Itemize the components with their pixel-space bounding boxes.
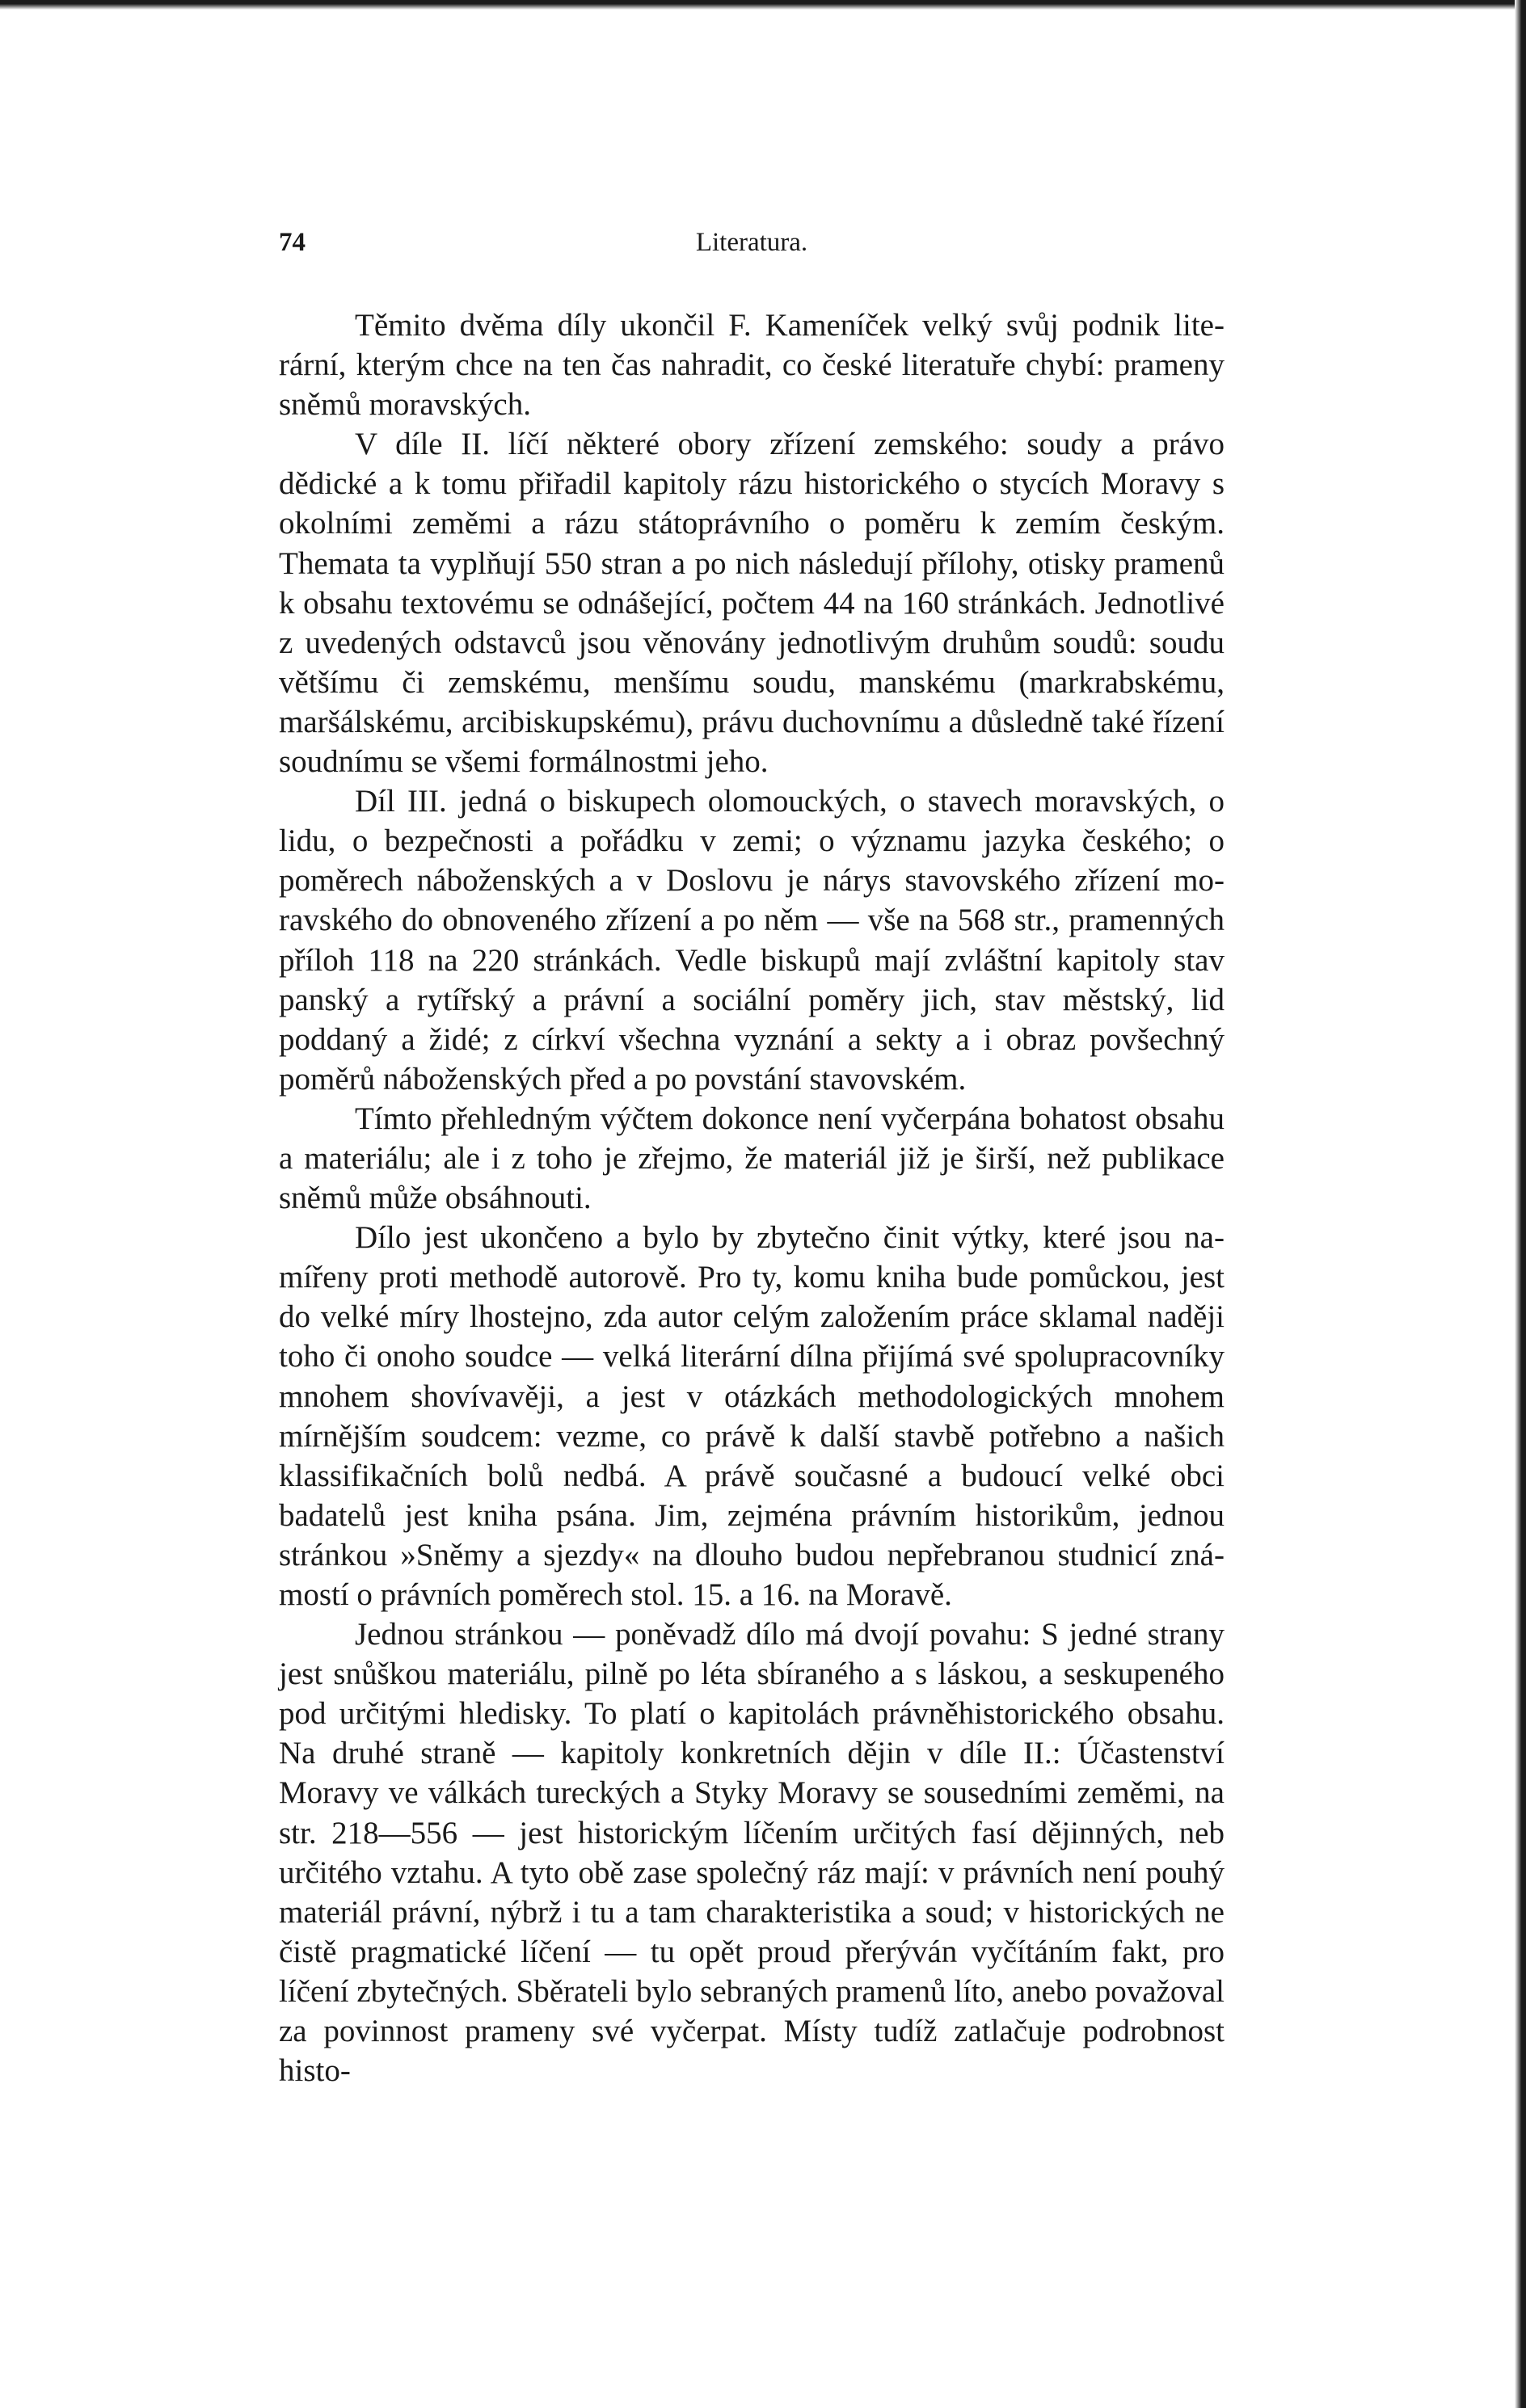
body-text	[279, 305, 1225, 2090]
paragraph-1: Těmito dvěma díly ukončil F. Kameníček velký svůj podnik literární, kterým chce na ten čas nahradit, co české literatuře chybí: prameny sněmů moravských.	[279, 308, 1225, 423]
paragraph-3: Díl III. jedná o biskupech olomouckých, o stavech moravských, o lidu, o bezpečnosti a pořádku v zemi; o významu jazyka českého; o poměrech náboženských a v Doslovu je nárys stavovského zřízení moravského do obnoveného zřízení a po něm — vše na 568 str., pramenných příloh 118 na 220 stránkách. Vedle biskupů mají zvláštní kapitoly stav panský a rytířský a právní a sociální poměry jich, stav městský, lid poddaný a židé; z církví všechna vyznání a sekty a i obraz povšechný poměrů náboženských před a po povstání stavovském.	[279, 784, 1225, 1097]
page-header	[279, 223, 1225, 263]
paragraph-5: Dílo jest ukončeno a bylo by zbytečno činit výtky, které jsou namířeny proti methodě autorově. Pro ty, komu kniha bude pomůckou, jest do velké míry lhostejno, zda autor celým založením práce sklamal naději toho či onoho soudce — velká literární dílna přijímá své spolupracovníky mnohem shovívavěji, a jest v otázkách methodologických mnohem mírnějším soudcem: vezme, co právě k další stavbě potřebno a našich klassifikačních bolů nedbá. A právě současné a budoucí velké obci badatelů jest kniha psána. Jim, zejména právním historikům, jednou stránkou »Sněmy a sjezdy« na dlouho budou nepřebranou studnicí známostí o právních poměrech stol. 15. a 16. na Moravě.	[279, 1220, 1225, 1612]
page-number: 74	[279, 228, 306, 257]
scan-edge-right	[1515, 0, 1526, 2408]
running-title: Literatura.	[695, 228, 808, 257]
paragraph-2: V díle II. líčí některé obory zřízení zemského: soudy a právo dědické a k tomu přiřadil kapitoly rázu historického o stycích Moravy s okolními zeměmi a rázu státoprávního o poměru k zemím českým. Themata ta vyplňují 550 stran a po nich následují přílohy, otisky pramenů k obsahu textovému se odnášející, počtem 44 na 160 stránkách. Jednotlivé z uvedených odstavců jsou věnovány jednotlivým druhům soudů: soudu většímu či zemskému, menšímu soudu, manskému (markrabskému, maršálskému, arcibiskupskému), právu duchovnímu a důsledně také řízení soudnímu se všemi formálnostmi jeho.	[279, 427, 1225, 780]
paragraph-4: Tímto přehledným výčtem dokonce není vyčerpána bohatost obsahu a materiálu; ale i z toho je zřejmo, že materiál již je širší, než publikace sněmů může obsáhnouti.	[279, 1101, 1225, 1216]
paragraph-6: Jednou stránkou — poněvadž dílo má dvojí povahu: S jedné strany jest snůškou materiálu, pilně po léta sbíraného a s láskou, a seskupeného pod určitými hledisky. To platí o kapitolách právněhistorického obsahu. Na druhé straně — kapitoly konkretních dějin v díle II.: Účastenství Moravy ve válkách tureckých a Styky Moravy se sousedními zeměmi, na str. 218—556 — jest historickým líčením určitých fasí dějinných, neb určitého vztahu. A tyto obě zase společný ráz mají: v právních není pouhý materiál právní, nýbrž i tu a tam charakteristika a soud; v historických ne čistě pragmatické líčení — tu opět proud přerýván vyčítáním fakt, pro líčení zbytečných. Sběrateli bylo sebraných pramenů líto, anebo považoval za povinnost prameny své vyčerpat. Místy tudíž zatlačuje podrobnost histo-	[279, 1617, 1225, 2089]
scan-edge-top	[0, 0, 1526, 10]
